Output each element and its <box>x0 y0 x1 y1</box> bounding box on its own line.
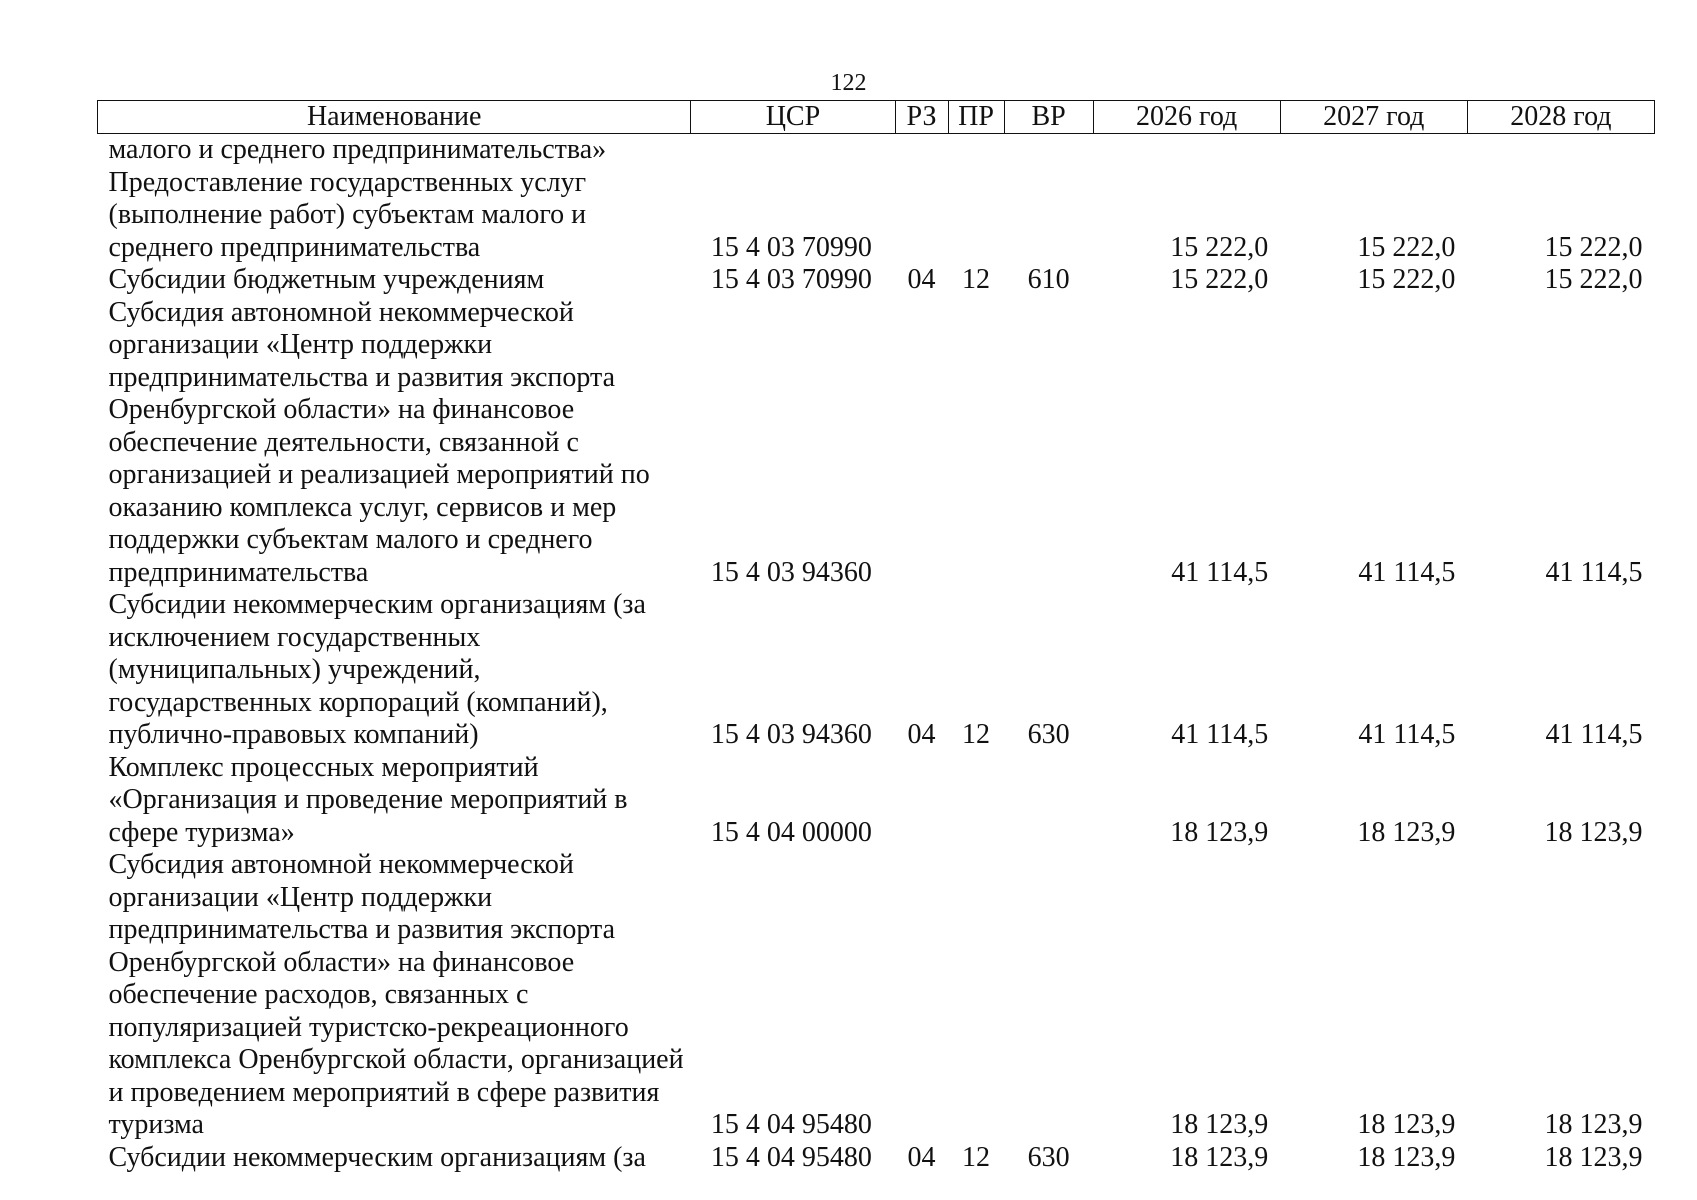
row-vr <box>1004 167 1093 265</box>
row-2027: 18 123,9 <box>1357 1109 1456 1140</box>
table-row <box>98 297 1655 590</box>
row-2028 <box>1467 134 1654 167</box>
row-2027: 18 123,9 <box>1357 1141 1456 1173</box>
row-vr: 630 <box>1027 719 1070 750</box>
row-2028: 18 123,9 <box>1544 1109 1643 1140</box>
row-name: Субсидия автономной некоммерческой организации «Центр поддержки предпринимательства и развития экспорта Оренбургской области» на финансовое обеспечение расходов, связанных с популяризацией туристско-рекреационного комплекса Оренбургской области, организацией и проведением мероприятий в сфере развития туризма <box>108 849 684 1140</box>
header-vr: ВР <box>1004 101 1093 134</box>
row-2026 <box>1093 134 1280 167</box>
row-rz: 04 <box>907 264 936 295</box>
row-2028: 15 222,0 <box>1544 231 1643 263</box>
row-csr: 15 4 03 70990 <box>710 231 872 263</box>
row-2027: 15 222,0 <box>1357 231 1456 263</box>
row-vr: 630 <box>1027 1141 1070 1173</box>
table-header <box>98 101 1655 134</box>
table-row <box>98 134 1655 167</box>
row-2026: 18 123,9 <box>1170 1141 1269 1173</box>
row-2027 <box>1280 134 1467 167</box>
header-2026: 2026 год <box>1093 101 1280 134</box>
row-rz: 04 <box>907 719 936 750</box>
row-pr <box>948 752 1004 850</box>
row-vr <box>1004 752 1093 850</box>
row-rz: 04 <box>907 1141 936 1173</box>
row-rz <box>895 849 948 1142</box>
row-vr <box>1004 134 1093 167</box>
table-row <box>98 167 1655 265</box>
row-csr: 15 4 03 94360 <box>710 719 872 750</box>
row-name: Субсидии некоммерческим организациям (за исключением государственных (муниципальных) учреждений, государственных корпораций (компаний), публично-правовых компаний) <box>108 589 646 750</box>
row-vr <box>1004 849 1093 1142</box>
page-number: 122 <box>830 70 867 96</box>
row-2028: 41 114,5 <box>1545 719 1643 750</box>
row-rz <box>895 752 948 850</box>
row-pr <box>948 167 1004 265</box>
row-2026: 18 123,9 <box>1170 1109 1269 1140</box>
row-2026: 18 123,9 <box>1170 816 1269 848</box>
row-2027: 41 114,5 <box>1358 719 1456 750</box>
header-row <box>98 101 1655 134</box>
table-row <box>98 1142 1655 1175</box>
row-2026: 41 114,5 <box>1171 556 1269 588</box>
row-2026: 15 222,0 <box>1170 231 1269 263</box>
row-name: малого и среднего предпринимательства» <box>108 134 607 165</box>
row-name: Субсидии некоммерческим организациям (за <box>108 1141 646 1173</box>
header-rz: РЗ <box>895 101 948 134</box>
row-vr <box>1004 297 1093 590</box>
row-pr: 12 <box>962 719 991 750</box>
header-pr: ПР <box>948 101 1004 134</box>
row-csr <box>691 134 895 167</box>
row-name: Субсидия автономной некоммерческой организации «Центр поддержки предпринимательства и развития экспорта Оренбургской области» на финансовое обеспечение деятельности, связанной с организацией и реализацией мероприятий по оказанию комплекса услуг, сервисов и мер поддержки субъектам малого и среднего предпринимательства <box>108 296 650 588</box>
table-row <box>98 589 1655 752</box>
row-csr: 15 4 04 95480 <box>710 1109 872 1140</box>
row-2028: 41 114,5 <box>1545 556 1643 588</box>
row-pr <box>948 134 1004 167</box>
header-2028: 2028 год <box>1467 101 1654 134</box>
table-row <box>98 849 1655 1142</box>
header-csr: ЦСР <box>691 101 895 134</box>
row-2028: 18 123,9 <box>1544 1141 1643 1173</box>
row-rz <box>895 297 948 590</box>
budget-table <box>97 100 1655 1174</box>
table-body <box>98 134 1655 1175</box>
row-csr: 15 4 04 95480 <box>710 1141 872 1173</box>
row-vr: 610 <box>1027 264 1070 295</box>
row-rz <box>895 134 948 167</box>
header-name: Наименование <box>98 101 691 134</box>
row-csr: 15 4 03 94360 <box>710 556 872 588</box>
row-pr: 12 <box>962 1141 991 1173</box>
row-2027: 41 114,5 <box>1358 556 1456 588</box>
row-2026: 41 114,5 <box>1171 719 1269 750</box>
row-pr <box>948 849 1004 1142</box>
row-2027: 18 123,9 <box>1357 816 1456 848</box>
row-name: Комплекс процессных мероприятий «Организация и проведение мероприятий в сфере туризма» <box>108 751 628 848</box>
header-2027: 2027 год <box>1280 101 1467 134</box>
row-2027: 15 222,0 <box>1357 264 1456 295</box>
row-2026: 15 222,0 <box>1170 264 1269 295</box>
row-name: Субсидии бюджетным учреждениям <box>108 264 545 295</box>
table-row <box>98 264 1655 297</box>
row-2028: 15 222,0 <box>1544 264 1643 295</box>
row-pr: 12 <box>962 264 991 295</box>
row-2028: 18 123,9 <box>1544 816 1643 848</box>
table-row <box>98 752 1655 850</box>
row-rz <box>895 167 948 265</box>
row-name: Предоставление государственных услуг (выполнение работ) субъектам малого и среднего предпринимательства <box>108 166 587 263</box>
row-csr: 15 4 03 70990 <box>710 264 872 295</box>
row-csr: 15 4 04 00000 <box>710 816 872 848</box>
row-pr <box>948 297 1004 590</box>
